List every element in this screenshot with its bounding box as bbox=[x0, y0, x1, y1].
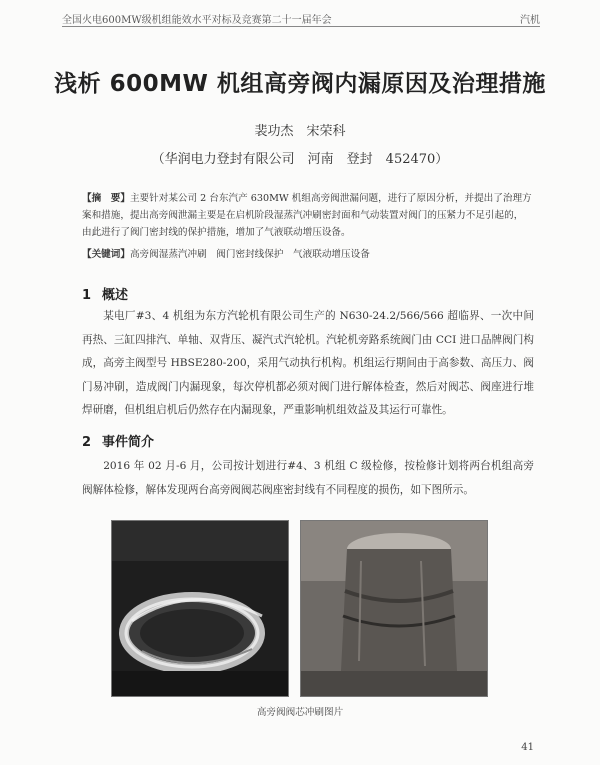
section-2-title: 事件简介 bbox=[102, 435, 155, 450]
header-conference: 全国火电600MW级机组能效水平对标及竞赛第二十一届年会 bbox=[62, 15, 332, 26]
section-2-heading bbox=[82, 431, 154, 450]
paper-affiliation: （华润电力登封有限公司 河南 登封 452470） bbox=[151, 152, 449, 167]
paper-authors: 裴功杰 宋荣科 bbox=[254, 124, 346, 139]
abstract bbox=[82, 190, 532, 241]
figure-photo-left bbox=[111, 520, 289, 697]
valve-disc-photo bbox=[112, 521, 288, 696]
section-1-title: 概述 bbox=[102, 288, 129, 303]
abstract-text: 主要针对某公司 2 台东汽产 630MW 机组高旁阀泄漏问题，进行了原因分析，并提出了治理方案和措施，提出高旁阀泄漏主要是在启机阶段湿蒸汽冲刷密封面和气动装置对阀门的压紧力不足引起的，由此进行了阀门密封线的保护措施，增加了气液联动增压设备。 bbox=[82, 193, 532, 238]
running-header bbox=[62, 10, 540, 27]
keywords bbox=[82, 246, 532, 260]
paper-title: 浅析 600MW 机组高旁阀内漏原因及治理措施 bbox=[54, 71, 546, 97]
keywords-label: 【关键词】 bbox=[82, 249, 130, 260]
section-2-number: 2 bbox=[82, 435, 92, 450]
section-1-number: 1 bbox=[82, 288, 92, 303]
figure-photo-right bbox=[300, 520, 488, 697]
section-1-heading bbox=[82, 284, 128, 303]
valve-seat-photo bbox=[301, 521, 487, 696]
page-number: 41 bbox=[521, 742, 534, 753]
figure-caption: 高旁阀阀芯冲刷图片 bbox=[256, 707, 344, 718]
keywords-text: 高旁阀湿蒸汽冲刷 阀门密封线保护 气液联动增压设备 bbox=[129, 249, 370, 260]
abstract-label: 【摘 要】 bbox=[82, 193, 130, 204]
section-1-body: 某电厂#3、4 机组为东方汽轮机有限公司生产的 N630-24.2/566/566 超临界、一次中间再热、三缸四排汽、单轴、双背压、凝汽式汽轮机。汽轮机旁路系统阀门由 CCI 进口品牌阀门构成，高旁主阀型号 HBSE280-200，采用气动执行机构。机组运行期间由于高参数、高压力、阀门易冲刷，造成阀门内漏现象，每次停机都必须对阀门进行解体检查，然后对阀芯、阀座进行堆焊研磨，但机组启机后仍然存在内漏现象，严重影响机组效益及其运行可靠性。 bbox=[82, 310, 534, 416]
section-2-body: 2016 年 02 月-6 月，公司按计划进行#4、3 机组 C 级检修，按检修计划将两台机组高旁阀解体检修，解体发现两台高旁阀阀芯阀座密封线有不同程度的损伤，如下图所示。 bbox=[82, 460, 534, 496]
header-section: 汽机 bbox=[520, 15, 540, 26]
